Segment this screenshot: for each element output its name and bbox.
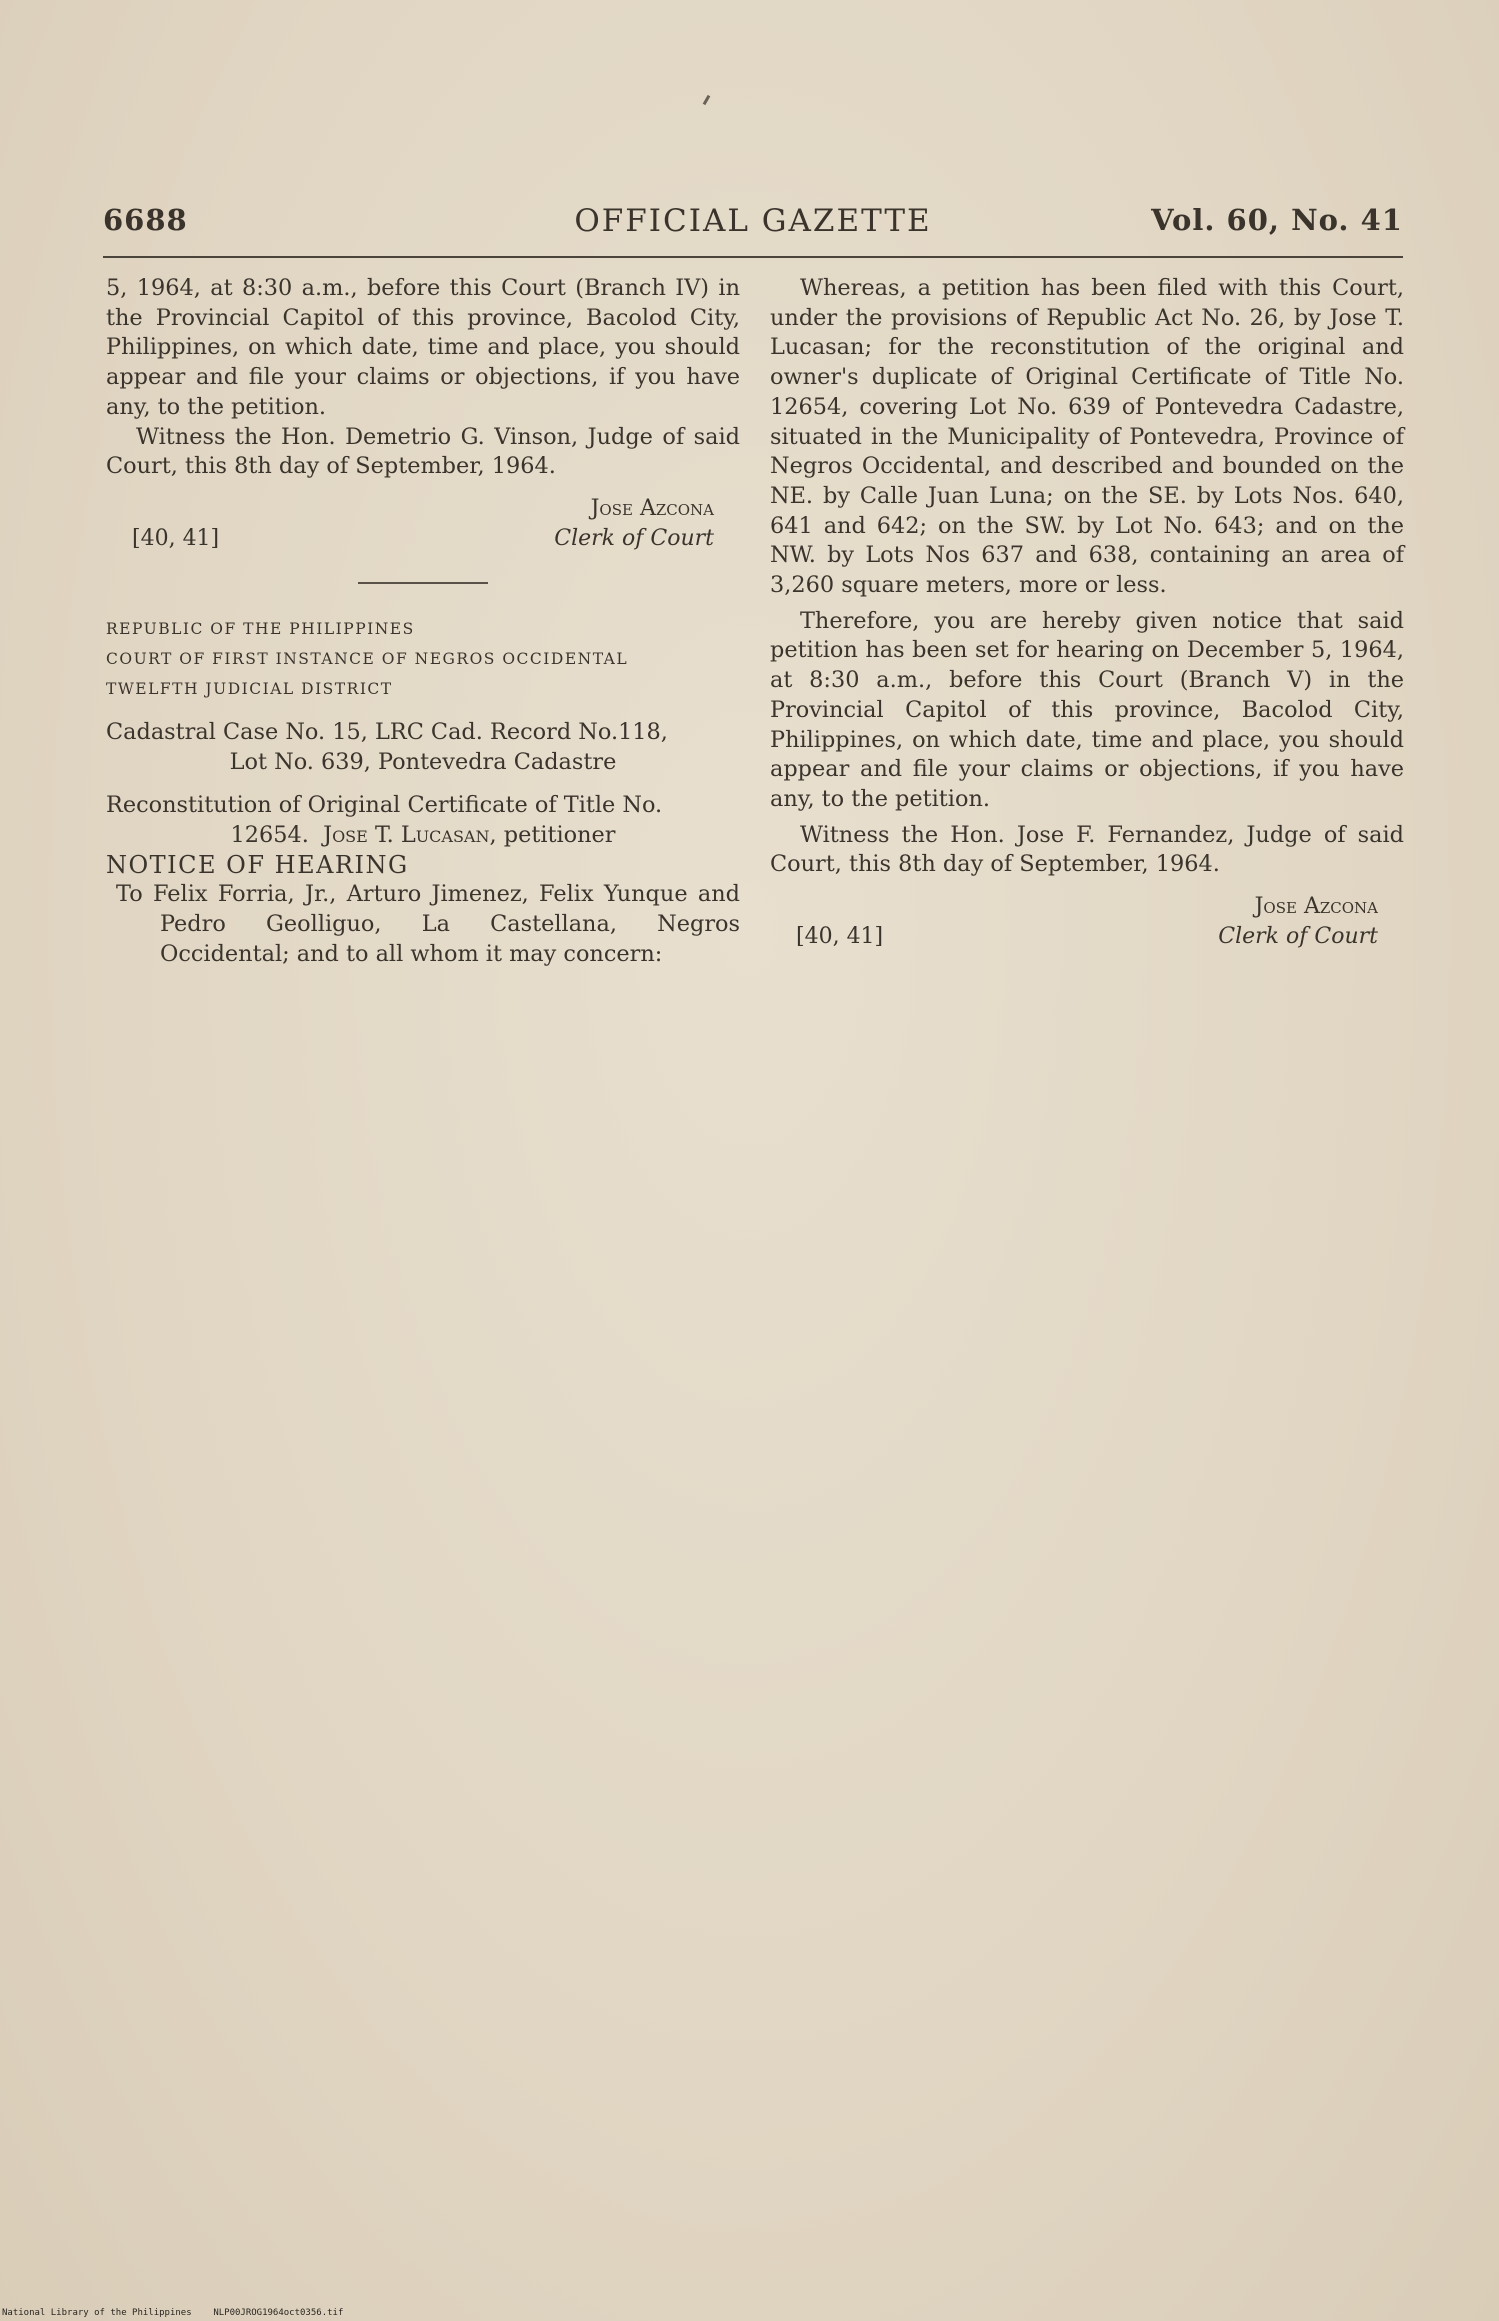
signer-role: Clerk of Court bbox=[554, 525, 714, 551]
case-line-2: Lot No. 639, Pontevedra Cadastre bbox=[229, 748, 617, 775]
court-heading-court: COURT OF FIRST INSTANCE OF NEGROS OCCIDENTAL bbox=[106, 649, 629, 668]
petitioner-label: petitioner bbox=[503, 822, 616, 849]
witness-paragraph-left: Witness the Hon. Demetrio G. Vinson, Judge of said Court, this 8th day of September, 1964. bbox=[106, 423, 740, 480]
signature-block-left bbox=[106, 494, 740, 554]
witness-paragraph-right: Witness the Hon. Jose F. Fernandez, Judge of said Court, this 8th day of September, 1964. bbox=[770, 821, 1404, 878]
court-heading-republic: REPUBLIC OF THE PHILIPPINES bbox=[106, 619, 415, 638]
signature-block-right bbox=[770, 892, 1404, 952]
issue-reference: [40, 41] bbox=[796, 924, 884, 950]
case-caption bbox=[106, 718, 740, 777]
header-rule bbox=[103, 256, 1403, 258]
recon-title-number: 12654. bbox=[230, 822, 309, 849]
page-number: 6688 bbox=[103, 203, 188, 237]
section-divider bbox=[358, 582, 488, 584]
therefore-paragraph: Therefore, you are hereby given notice that said petition has been set for hearing on December 5, 1964, at 8:30 a.m., before this Court (Branch V) in the Provincial Capitol of this province, Bacolod City, Philippines, on which date, time and place, you should appear and file your claims or objections, if you have any, to the petition. bbox=[770, 607, 1404, 812]
signer-name: Jose Azcona bbox=[1254, 894, 1378, 920]
left-column bbox=[106, 274, 740, 970]
court-heading-district: TWELFTH JUDICIAL DISTRICT bbox=[106, 679, 393, 698]
page-header bbox=[103, 203, 1403, 249]
recon-line-1: Reconstitution of Original Certificate of Title No. bbox=[106, 792, 663, 819]
issue-reference: [40, 41] bbox=[132, 525, 220, 551]
continued-paragraph: 5, 1964, at 8:30 a.m., before this Court (Branch IV) in the Provincial Capitol of this province, Bacolod City, Philippines, on which date, time and place, you should appear and file your claims or objections, if you have any, to the petition. bbox=[106, 275, 740, 420]
right-column bbox=[770, 274, 1404, 952]
notice-title: NOTICE OF HEARING bbox=[106, 850, 409, 879]
whereas-paragraph: Whereas, a petition has been filed with this Court, under the provisions of Republic Act No. 26, by Jose T. Lucasan; for the reconstitution of the original and owner's duplicate of Original Certificate of Title No. 12654, covering Lot No. 639 of Pontevedra Cadastre, situated in the Municipality of Pontevedra, Province of Negros Occidental, and described and bounded on the NE. by Calle Juan Luna; on the SE. by Lots Nos. 640, 641 and 642; on the SW. by Lot No. 643; and on the NW. by Lots Nos 637 and 638, containing an area of 3,260 square meters, more or less. bbox=[770, 275, 1404, 599]
volume-number: Vol. 60, No. 41 bbox=[1151, 203, 1403, 237]
signer-name: Jose Azcona bbox=[590, 495, 714, 521]
recon-line-2 bbox=[106, 821, 740, 851]
petitioner-name: Jose T. Lucasan, bbox=[323, 822, 497, 849]
scan-mark bbox=[703, 95, 711, 105]
case-line-1: Cadastral Case No. 15, LRC Cad. Record No.118, bbox=[106, 718, 668, 745]
signer-role: Clerk of Court bbox=[1218, 924, 1378, 950]
publication-title: OFFICIAL GAZETTE bbox=[574, 203, 932, 239]
scan-footer: National Library of the Philippines NLP00JROG1964oct0356.tif bbox=[2, 2308, 344, 2318]
addressee-paragraph: To Felix Forria, Jr., Arturo Jimenez, Felix Yunque and Pedro Geolliguo, La Castellana, Negros Occidental; and to all whom it may concern: bbox=[116, 881, 740, 967]
reconstitution-caption bbox=[106, 791, 740, 850]
